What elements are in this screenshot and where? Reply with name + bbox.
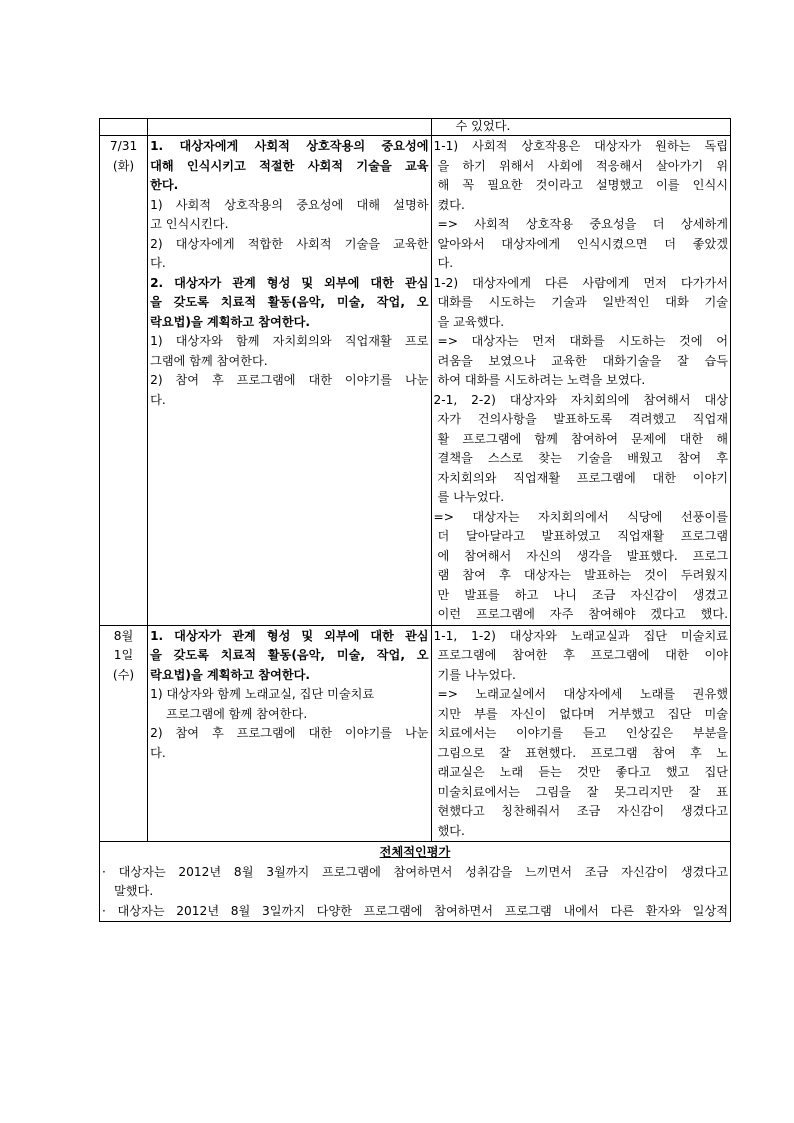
plan-line: 고 인식시킨다. bbox=[150, 217, 229, 231]
table-row bbox=[100, 119, 731, 136]
eval-line: 그림으로 잘 표현했다. 프로그램 참여 후 노 bbox=[437, 745, 728, 760]
eval-line: 했다. bbox=[437, 823, 465, 838]
eval-line: 자가 건의사항을 발표하도록 격려했고 직업재 bbox=[437, 412, 728, 426]
eval-line: 를 나누었다. bbox=[437, 490, 505, 504]
summary-line: · 대상자는 2012년 8월 3월까지 프로그램에 참여하면서 성취감을 느끼면서 조금 자신감이 생겼다고 bbox=[102, 864, 728, 879]
plan-heading: 1. 대상자에게 사회적 상호작용의 중요성에 bbox=[150, 139, 429, 153]
eval-line: 려움을 보였으나 교육한 대화기술을 잘 습득 bbox=[437, 353, 728, 368]
plan-line: 프로그램에 함께 참여한다. bbox=[166, 706, 308, 721]
eval-line: 현했다고 칭찬해줘서 조금 자신감이 생겼다고 bbox=[437, 804, 728, 818]
eval-line: => 대상자는 자치회의에서 식당에 선풍이를 bbox=[433, 509, 728, 524]
plan-line: 다. bbox=[150, 392, 166, 407]
eval-line: 치료에서는 이야기를 듣고 인상깊은 부분을 bbox=[437, 726, 728, 740]
eval-line: 에 참여해서 자신의 생각을 발표했다. 프로그 bbox=[437, 548, 728, 563]
eval-line: => 대상자는 먼저 대화를 시도하는 것에 어 bbox=[437, 334, 728, 348]
plan-cell bbox=[148, 136, 431, 626]
plan-line: 2) 참여 후 프로그램에 대한 이야기를 나눈 bbox=[150, 373, 429, 387]
nursing-record-table bbox=[99, 118, 731, 922]
eval-line: 하여 대화를 시도하려는 노력을 보였다. bbox=[437, 373, 646, 387]
table-row bbox=[100, 842, 731, 922]
table-row bbox=[100, 136, 731, 626]
plan-heading: 을 갖도록 치료적 활동(음악, 미술, 작업, 오 bbox=[150, 648, 429, 662]
eval-line: 만 발표를 하고 나니 조금 자신감이 생겼고 bbox=[437, 587, 728, 602]
plan-heading: 2. 대상자가 관계 형성 및 외부에 대한 관심 bbox=[150, 275, 429, 290]
plan-heading: 락요법)을 계획하고 참여한다. bbox=[150, 314, 311, 329]
plan-heading: 을 갖도록 치료적 활동(음악, 미술, 작업, 오 bbox=[150, 295, 429, 309]
eval-line: 수 있었다. bbox=[455, 119, 511, 133]
overall-evaluation-cell bbox=[100, 842, 731, 922]
summary-line: 말했다. bbox=[114, 884, 154, 898]
summary-line: · 대상자는 2012년 8월 3일까지 다양한 프로그램에 참여하면서 프로그램 내에서 다른 환자와 일상적 bbox=[102, 903, 728, 918]
eval-line: 램 참여 후 대상자는 발표하는 것이 두려웠지 bbox=[437, 568, 728, 582]
eval-line: 1-1) 사회적 상호작용은 대상자가 원하는 독립 bbox=[433, 139, 728, 153]
eval-line: 해 꼭 필요한 것이라고 설명했고 이를 인식시 bbox=[437, 178, 728, 192]
plan-heading: 한다. bbox=[150, 178, 179, 192]
plan-heading: 1. 대상자가 관계 형성 및 외부에 대한 관심 bbox=[150, 628, 429, 643]
date-cell bbox=[100, 136, 148, 626]
eval-line: 프로그램에 참여한 후 프로그램에 대한 이야 bbox=[437, 648, 728, 662]
eval-line: 미술치료에서는 그림을 잘 못그리지만 잘 표 bbox=[437, 784, 728, 799]
date-cell bbox=[100, 625, 148, 842]
table-row bbox=[100, 625, 731, 842]
plan-heading: 락요법)을 계획하고 참여한다. bbox=[150, 667, 311, 682]
eval-line: 결책을 스스로 찾는 기술을 배웠고 참여 후 bbox=[437, 451, 728, 465]
eval-line: 래교실은 노래 듣는 것만 좋다고 했고 집단 bbox=[437, 765, 728, 779]
overall-evaluation-title: 전체적인평가 bbox=[379, 845, 451, 859]
eval-line: 1-1, 1-2) 대상자와 노래교실과 집단 미술치료 bbox=[433, 628, 728, 643]
plan-line: 다. bbox=[150, 256, 166, 270]
eval-line: 1-2) 대상자에게 다른 사람에게 먼저 다가가서 bbox=[433, 275, 728, 290]
plan-line: 1) 대상자와 함께 노래교실, 집단 미술치료 bbox=[150, 687, 375, 701]
date-line: (화) bbox=[112, 158, 135, 173]
eval-line: 대화를 시도하는 기술과 일반적인 대화 기술 bbox=[437, 295, 728, 309]
plan-cell bbox=[148, 119, 431, 136]
plan-heading: 대해 인식시키고 적절한 사회적 기술을 교육 bbox=[150, 158, 429, 173]
eval-cell bbox=[431, 119, 731, 136]
eval-line: 지만 부를 자신이 없다며 거부했고 집단 미술 bbox=[437, 706, 728, 721]
date-line: 7/31 bbox=[109, 139, 138, 153]
eval-line: 활 프로그램에 함께 참여하여 문제에 대한 해 bbox=[437, 431, 728, 446]
plan-line: 1) 사회적 상호작용의 중요성에 대해 설명하 bbox=[150, 197, 429, 212]
eval-line: 자치회의와 직업재활 프로그램에 대한 이야기 bbox=[437, 470, 728, 485]
eval-line: 알아와서 대상자에게 인식시켰으면 더 좋았겠 bbox=[437, 236, 728, 251]
date-line: (수) bbox=[112, 667, 135, 682]
eval-cell bbox=[431, 625, 731, 842]
eval-line: 을 교육했다. bbox=[437, 314, 505, 329]
eval-line: => 사회적 상호작용 중요성을 더 상세하게 bbox=[437, 217, 728, 231]
eval-line: 을 하기 위해서 사회에 적응해서 살아가기 위 bbox=[437, 158, 728, 173]
plan-line: 1) 대상자와 함께 자치회의와 직업재활 프로 bbox=[150, 334, 429, 348]
eval-line: 켰다. bbox=[437, 197, 465, 212]
eval-line: 다. bbox=[437, 256, 454, 270]
plan-line: 2) 참여 후 프로그램에 대한 이야기를 나눈 bbox=[150, 726, 429, 740]
eval-line: 이런 프로그램에 자주 참여해야 겠다고 했다. bbox=[437, 607, 728, 621]
eval-line: 2-1, 2-2) 대상자와 자치회의에 참여해서 대상 bbox=[433, 392, 728, 407]
date-cell bbox=[100, 119, 148, 136]
eval-cell bbox=[431, 136, 731, 626]
plan-line: 다. bbox=[150, 745, 166, 760]
plan-line: 그램에 함께 참여한다. bbox=[150, 353, 268, 368]
plan-cell bbox=[148, 625, 431, 842]
eval-line: 기를 나누었다. bbox=[437, 667, 516, 682]
eval-line: 더 달아달라고 발표하였고 직업재활 프로그램 bbox=[437, 529, 728, 543]
plan-line: 2) 대상자에게 적합한 사회적 기술을 교육한 bbox=[150, 236, 429, 251]
date-line: 1일 bbox=[113, 648, 134, 662]
eval-line: => 노래교실에서 대상자에세 노래를 권유했 bbox=[437, 687, 728, 701]
date-line: 8월 bbox=[113, 628, 134, 643]
